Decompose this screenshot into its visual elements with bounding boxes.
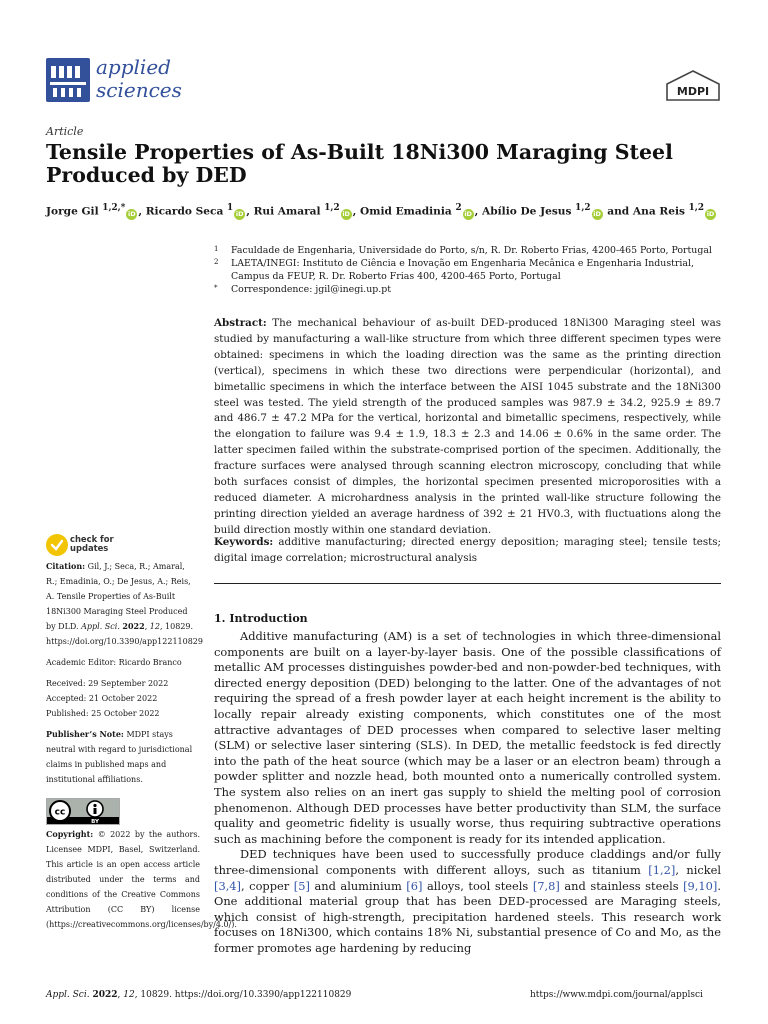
author-affiliation-marker: 1 bbox=[227, 203, 234, 213]
author-affiliation-marker: 2 bbox=[455, 203, 462, 213]
journal-name bbox=[96, 56, 182, 102]
mdpi-logo-icon bbox=[664, 70, 722, 104]
cc-by-license-icon[interactable] bbox=[46, 798, 120, 825]
text-run: alloys, tool steels bbox=[422, 878, 533, 893]
affiliation-text: Faculdade de Engenharia, Universidade do Porto, s/n, R. Dr. Roberto Frias, 4200-465 Porto, Portugal bbox=[231, 245, 712, 256]
citation-doi[interactable]: , 10829. https://doi.org/10.3390/app122110829 bbox=[46, 622, 203, 646]
footer-journal-url[interactable]: https://www.mdpi.com/journal/applsci bbox=[530, 990, 703, 1000]
author-affiliation-marker: 1,2 bbox=[575, 203, 591, 213]
orcid-icon[interactable]: iD bbox=[128, 209, 136, 218]
affiliation-number: 2 bbox=[214, 258, 219, 266]
citation-link[interactable]: [9,10] bbox=[683, 878, 718, 893]
svg-text:BY: BY bbox=[91, 819, 99, 825]
check-line1: check for bbox=[70, 534, 114, 544]
affiliation-number: * bbox=[214, 284, 218, 292]
copyright-text: © 2022 by the authors. Licensee MDPI, Basel, Switzerland. This article is an open access article distributed under the terms and conditions of the Creative Commons Attribution (CC BY) license (https://creativecommons.org/licenses/by/4.0/). bbox=[46, 830, 237, 929]
article-type: Article bbox=[46, 125, 84, 138]
footer-year: 2022 bbox=[92, 990, 118, 1000]
footer-journal: Appl. Sci. bbox=[46, 990, 90, 1000]
abstract-text: The mechanical behaviour of as-built DED-produced 18Ni300 Maraging steel was studied by manufacturing a wall-like structure from which three different specimen types were obtained: specimens in which the loading direction was the same as the printing direction (vertical), specimens in which these two directions were perpendicular (horizontal), and bimetallic specimens in which the interface between the AISI 1045 substrate and the 18Ni300 steel was tested. The yield strength of the produced samples was 987.9 ± 34.2, 925.9 ± 89.7 and 486.7 ± 47.2 MPa for the vertical, horizontal and bimetallic specimens, respectively, while the elongation to failure was 9.4 ± 1.9, 18.3 ± 2.3 and 14.06 ± 0.6% in the same order. The latter specimen failed within the substrate-comprised portion of the specimen. Additionally, the fracture surfaces were analysed through scanning electron microscopy, concluding that while both surfaces consist of dimples, the horizontal specimen presented microporosities with a reduced diameter. A microhardness analysis in the printed wall-like structure following the printing direction yielded an average hardness of 392 ± 21 HV0.3, with fluctuations along the build direction mostly within one standard deviation. bbox=[214, 317, 721, 536]
paragraph bbox=[214, 847, 721, 956]
citation-link[interactable]: [5] bbox=[293, 878, 310, 893]
citation-link[interactable]: [6] bbox=[406, 878, 423, 893]
citation-block: Citation: Gil, J.; Seca, R.; Amaral, R.; Emadinia, O.; De Jesus, A.; Reis, A. Tensile Properties of As-Built 18Ni300 Maraging Steel Produced by DLD. Appl. Sci. 2022, 12, 10829. https://doi.org/10.3390/app122110829 bbox=[46, 561, 203, 646]
orcid-icon[interactable]: iD bbox=[342, 209, 350, 218]
text-run: , nickel bbox=[675, 862, 722, 877]
keywords-label: Keywords: bbox=[214, 536, 274, 548]
journal-name-line2: sciences bbox=[96, 78, 182, 102]
orcid-icon[interactable]: iD bbox=[464, 209, 472, 218]
text-run: and stainless steels bbox=[559, 878, 684, 893]
section-divider bbox=[214, 583, 721, 584]
affiliation-text: LAETA/INEGI: Instituto de Ciência e Inovação em Engenharia Mecânica e Engenharia Industrial, Campus da FEUP, R. Dr. Roberto Frias 400, 4200-465 Porto, Portugal bbox=[231, 258, 694, 282]
journal-logo-icon bbox=[46, 58, 90, 102]
journal-name-line1: applied bbox=[96, 55, 171, 79]
check-line2: updates bbox=[70, 543, 109, 553]
academic-editor: Academic Editor: Ricardo Branco bbox=[46, 658, 182, 667]
received-date: Received: 29 September 2022 bbox=[46, 679, 169, 688]
published-date: Published: 25 October 2022 bbox=[46, 709, 160, 718]
citation-link[interactable]: [3,4] bbox=[214, 878, 242, 893]
publisher-note-text: MDPI stays neutral with regard to jurisdictional claims in published maps and institutional affiliations. bbox=[46, 730, 193, 784]
author-name[interactable]: Rui Amaral bbox=[253, 205, 321, 218]
introduction-body bbox=[214, 629, 721, 956]
citation-volume: 12 bbox=[149, 622, 160, 631]
author-affiliation-marker: 1,2,* bbox=[102, 203, 126, 213]
author-name[interactable]: Omid Emadinia bbox=[360, 205, 452, 218]
publisher-note bbox=[46, 727, 196, 787]
affiliation-item bbox=[214, 244, 726, 257]
citation-label: Citation: bbox=[46, 561, 86, 571]
abstract-label: Abstract: bbox=[214, 317, 267, 329]
dates-block bbox=[46, 676, 196, 721]
citation-link[interactable]: [1,2] bbox=[648, 862, 676, 877]
citation-journal: Appl. Sci. bbox=[81, 622, 120, 631]
author-name[interactable]: Abílio De Jesus bbox=[482, 205, 572, 218]
copyright-label: Copyright: bbox=[46, 829, 94, 839]
citation-text: Gil, J.; Seca, R.; Amaral, R.; Emadinia, O.; De Jesus, A.; Reis, A. Tensile Properties of As-Built 18Ni300 Maraging Steel Produced by DLD. bbox=[46, 562, 191, 631]
affiliation-item bbox=[214, 257, 726, 283]
abstract bbox=[214, 316, 721, 539]
footer-volume: 12 bbox=[123, 990, 135, 1000]
publisher-note-label: Publisher’s Note: bbox=[46, 729, 124, 739]
author-list: Jorge Gil $^{1,2,*}$iD , Ricardo Seca $^1$iD , Rui Amaral $^{1,2}$iD , Omid Emadinia $^2$iD , Abílio De Jesus $^{1,2}$iD and Ana Reis $^{1,2}$iD bbox=[46, 203, 715, 218]
article-info-sidebar bbox=[46, 559, 203, 793]
orcid-icon[interactable]: iD bbox=[235, 209, 244, 218]
orcid-icon[interactable]: iD bbox=[706, 209, 715, 218]
svg-text:cc: cc bbox=[54, 807, 66, 818]
keywords-text: additive manufacturing; directed energy deposition; maraging steel; tensile tests; digital image correlation; microstructural analysis bbox=[214, 536, 721, 564]
author-name[interactable]: Ana Reis bbox=[632, 205, 685, 218]
affiliations bbox=[214, 244, 726, 296]
affiliation-item bbox=[214, 283, 726, 296]
citation-link[interactable]: [7,8] bbox=[532, 878, 560, 893]
check-for-updates-button[interactable] bbox=[70, 535, 114, 553]
text-run: and aluminium bbox=[309, 878, 407, 893]
paragraph: Additive manufacturing (AM) is a set of technologies in which three-dimensional components are built on a layer-by-layer basis. One of the possible classifications of metallic AM processes distinguishes powder-bed and non-powder-bed techniques, with directed energy deposition (DED) belonging to the latter. One of the advantages of not requiring the spread of a fresh powder layer at each height increment is the ability to locally repair already existing components, which constitutes one of the most attractive advantages of DED processes when compared to selective laser melting (SLM) or selective laser sintering (SLS). In DED, the metallic feedstock is fed directly into the path of the heat source (which may be a laser or an electron beam) through a powder splitter and nozzle head, both mounted onto a numerically controlled system. The system also relies on an inert gas supply to shield the melting pool of corrosion phenomenon. Although DED processes have better productivity than SLM, the surface quality and geometric fidelity is usually worse, thus requiring subtractive operations such as machining before the component is ready for its intended application. bbox=[214, 629, 721, 846]
affiliation-number: 1 bbox=[214, 245, 219, 253]
author-affiliation-marker: 1,2 bbox=[688, 203, 704, 213]
author-name[interactable]: Ricardo Seca bbox=[145, 205, 224, 218]
footer-doi-link[interactable]: , 10829. https://doi.org/10.3390/app122110829 bbox=[134, 990, 352, 1000]
citation-year: 2022 bbox=[122, 621, 145, 631]
author-conjunction: and bbox=[607, 205, 630, 218]
author-name[interactable]: Jorge Gil bbox=[46, 205, 99, 218]
author-affiliation-marker: 1,2 bbox=[324, 203, 340, 213]
correspondence-text[interactable]: Correspondence: jgil@inegi.up.pt bbox=[231, 284, 391, 295]
orcid-icon[interactable]: iD bbox=[593, 209, 601, 218]
text-run: DED techniques have been used to successfully produce claddings and/or fully three-dimensional components with different alloys, such as titanium bbox=[214, 847, 721, 877]
footer-citation: Appl. Sci. 2022, 12, 10829. https://doi.org/10.3390/app122110829 bbox=[46, 990, 352, 1000]
article-title: Tensile Properties of As-Built 18Ni300 Maraging Steel Produced by DED bbox=[46, 140, 673, 187]
section-heading-introduction: 1. Introduction bbox=[214, 612, 308, 625]
text-run: . One additional material group that has been DED-processed are Maraging steels, which consist of high-strength, precipitation hardened steels. This research work focuses on 18Ni300, which contains 18% Ni, substantial presence of Co and Mo, as the former promotes age hardening by reducing bbox=[214, 878, 721, 955]
accepted-date: Accepted: 21 October 2022 bbox=[46, 694, 158, 703]
publisher-name: MDPI bbox=[676, 85, 710, 98]
text-run: , copper bbox=[241, 878, 294, 893]
keywords bbox=[214, 535, 721, 567]
check-for-updates-icon[interactable] bbox=[46, 534, 68, 556]
